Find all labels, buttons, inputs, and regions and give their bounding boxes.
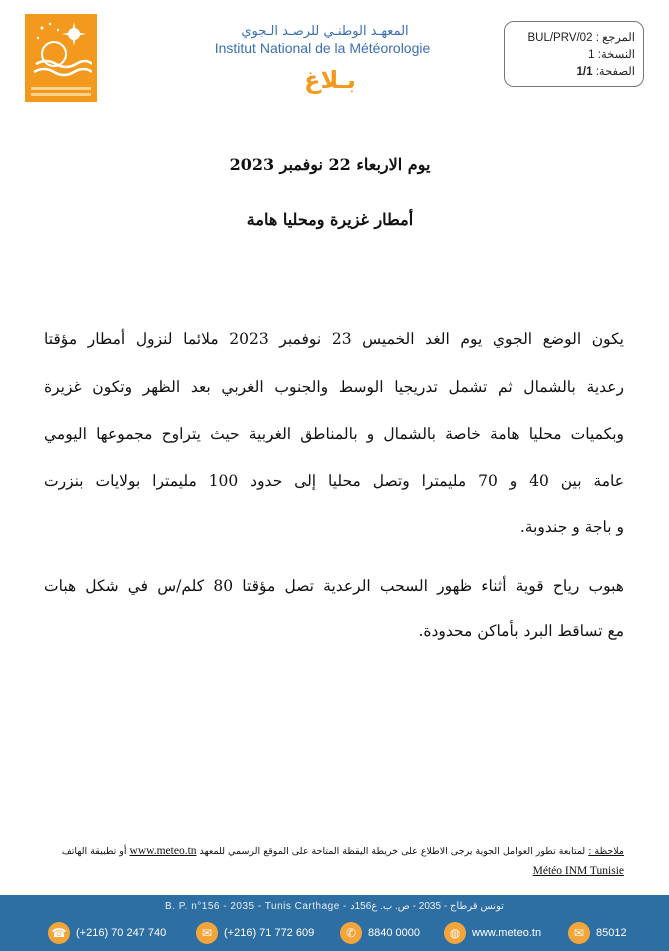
globe-icon: ◍ (444, 922, 466, 944)
note-line (44, 845, 624, 857)
copy-line (588, 47, 635, 61)
phone-3-text: 8840 0000 (368, 927, 420, 939)
logo-caption (27, 84, 95, 98)
footer-website-text[interactable]: www.meteo.tn (472, 927, 542, 939)
institute-logo (25, 14, 97, 102)
note-text-2: أو تطبيقة الهاتف (61, 846, 127, 857)
wind-line: مع تساقط البرد بأماكن محدودة. (418, 622, 624, 640)
copy-label: النسخة: (597, 49, 635, 61)
copy-value: 1 (588, 49, 595, 61)
bulletin-title: أمطار غزيرة ومحليا هامة (246, 210, 414, 229)
body-line: رعدية بالشمال ثم تشمل تدريجيا الوسط والجنوب الغربي بعد الظهر وتكون غزيرة (44, 378, 624, 396)
reference-line (527, 30, 635, 44)
body-line: عامة بين 40 و 70 مليمترا وتصل محليا إلى حدود 100 مليمترا بولايات بنزرت (44, 472, 624, 490)
body-line: و باجة و جندوبة. (519, 518, 624, 536)
reference-value: BUL/PRV/02 (527, 32, 593, 44)
page-value: 1/1 (576, 66, 593, 78)
note-text: لمتابعة تطور العوامل الجوية يرجى الاطلاع على خريطة اليقظة المتاحة على الموقع الرسمي للمعهد (199, 846, 586, 857)
footer-phone-1 (48, 921, 166, 945)
footer-postal (568, 921, 627, 945)
bulletin-date: يوم الاربعاء 22 نوفمبر 2023 (229, 155, 431, 174)
phone-1-text: (+216) 70 247 740 (76, 927, 167, 939)
wind-line: هبوب رياح قوية أثناء ظهور السحب الرعدية تصل مؤقتا 80 كلم/س في شكل هبات (44, 577, 624, 595)
document-type: بـلاغ (304, 66, 356, 94)
footer-bar (0, 895, 669, 951)
reference-label: المرجع : (595, 32, 635, 44)
page-line (577, 64, 635, 78)
handset-icon: ✆ (340, 922, 362, 944)
note-line-2 (44, 865, 624, 877)
mailbox-icon: ✉ (568, 922, 590, 944)
note-label: ملاحظة : (588, 846, 624, 857)
postal-text: 85012 (596, 927, 627, 939)
website-link[interactable]: www.meteo.tn (129, 845, 197, 857)
institute-name-ar: المعهـد الوطنـي للرصـد الـجوي (241, 24, 409, 39)
logo-emblem-icon (30, 18, 92, 80)
footer-phone-2 (196, 921, 314, 945)
footer-website (444, 921, 541, 945)
body-line: وبكميات محليا هامة خاصة بالشمال و بالمناطق الغربية حيث يتراوح مجموعها اليومي (44, 425, 624, 443)
phone-icon: ☎ (48, 922, 70, 944)
institute-name-fr: Institut National de la Météorologie (214, 40, 431, 56)
page-label: الصفحة: (595, 66, 635, 78)
footer-address: B. P. n°156 - 2035 - Tunis Carthage - تونس قرطاج - 2035 - ص. ب. ع156د (165, 901, 504, 912)
fax-icon: ✉ (196, 922, 218, 944)
app-link[interactable]: Météo INM Tunisie (532, 865, 624, 877)
body-line: يكون الوضع الجوي يوم الغد الخميس 23 نوفمبر 2023 ملائما لنزول أمطار مؤقتا (44, 330, 624, 348)
phone-2-text: (+216) 71 772 609 (224, 927, 315, 939)
reference-box (504, 21, 644, 87)
footer-phone-3 (340, 921, 420, 945)
